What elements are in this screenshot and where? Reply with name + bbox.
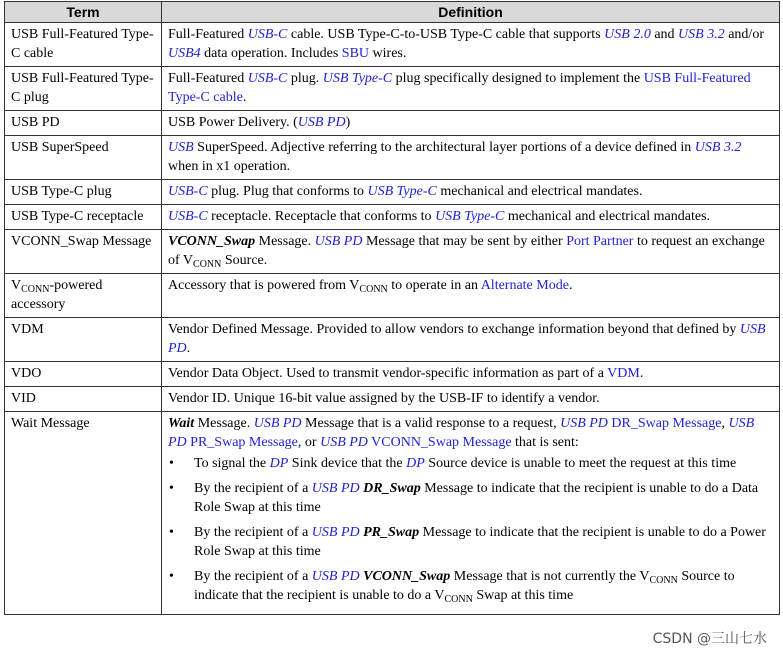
text-run: when in x1 operation. bbox=[168, 159, 291, 174]
cross-reference-link[interactable]: VCONN_Swap Message bbox=[367, 435, 512, 450]
term-cell: USB PD bbox=[5, 111, 162, 136]
cross-reference-link[interactable]: USB 3.2 bbox=[678, 27, 725, 42]
text-run: Source. bbox=[221, 253, 268, 268]
text-run: , or bbox=[297, 435, 321, 450]
text-run: . bbox=[242, 90, 247, 105]
cross-reference-link[interactable]: Port Partner bbox=[566, 234, 634, 249]
text-run: Swap at this time bbox=[472, 588, 574, 603]
cross-reference-link[interactable]: USB-C bbox=[247, 27, 288, 42]
list-item bbox=[168, 479, 773, 517]
cross-reference-link[interactable]: USB Type-C bbox=[435, 209, 505, 224]
text-run: By the recipient of a bbox=[194, 569, 312, 584]
text-run: wires. bbox=[369, 46, 407, 61]
cross-reference-link[interactable]: DP bbox=[269, 456, 289, 471]
cross-reference-link[interactable]: USB PD bbox=[311, 525, 360, 540]
definition-cell bbox=[162, 274, 780, 318]
cross-reference-link[interactable]: USB-C bbox=[168, 184, 208, 199]
text-run: PR_Swap bbox=[363, 525, 420, 540]
definition-cell bbox=[162, 205, 780, 230]
text-run: Full-Featured bbox=[168, 27, 248, 42]
text-run: . bbox=[639, 366, 644, 381]
glossary-body bbox=[5, 23, 780, 615]
bullet-icon: • bbox=[169, 481, 174, 496]
text-run: Vendor ID. Unique 16-bit value assigned by the USB-IF to identify a vendor. bbox=[168, 391, 600, 406]
text-run: . bbox=[186, 341, 191, 356]
text-run: Message. bbox=[255, 234, 315, 249]
cross-reference-link[interactable]: USB 2.0 bbox=[604, 27, 651, 42]
list-item bbox=[168, 567, 773, 605]
text-run: mechanical and electrical mandates. bbox=[504, 209, 711, 224]
table-row bbox=[5, 274, 780, 318]
term-cell: USB Type-C plug bbox=[5, 180, 162, 205]
table-row bbox=[5, 387, 780, 412]
text-run: SuperSpeed. Adjective referring to the architectural layer portions of a device defined in bbox=[193, 140, 695, 155]
cross-reference-link[interactable]: USB Full-Featured Type-C cable bbox=[168, 71, 751, 105]
cross-reference-link[interactable]: USB Type-C bbox=[322, 71, 393, 86]
text-run: plug. Plug that conforms to bbox=[207, 184, 368, 199]
text-run: DR_Swap bbox=[363, 481, 421, 496]
table-row bbox=[5, 412, 780, 615]
subscript-text: CONN bbox=[359, 284, 388, 295]
cross-reference-link[interactable]: USB PD bbox=[560, 416, 608, 431]
bullet-icon: • bbox=[169, 456, 174, 471]
cross-reference-link[interactable]: PR_Swap Message bbox=[186, 435, 298, 450]
definition-cell bbox=[162, 387, 780, 412]
cross-reference-link[interactable]: USB PD bbox=[168, 322, 766, 356]
watermark: CSDN @三山七水 bbox=[653, 628, 767, 648]
definition-cell bbox=[162, 136, 780, 180]
cross-reference-link[interactable]: USB PD bbox=[311, 569, 360, 584]
text-run: Message. bbox=[194, 416, 254, 431]
text-run: to operate in an bbox=[387, 278, 481, 293]
table-row bbox=[5, 318, 780, 362]
cross-reference-link[interactable]: USB PD bbox=[320, 435, 368, 450]
text-run: plug specifically designed to implement the bbox=[392, 71, 644, 86]
subscript-text: CONN bbox=[21, 284, 50, 295]
cross-reference-link[interactable]: USB PD bbox=[253, 416, 302, 431]
cross-reference-link[interactable]: USB PD bbox=[297, 115, 346, 130]
cross-reference-link[interactable]: DP bbox=[406, 456, 425, 471]
subscript-text: CONN bbox=[649, 575, 678, 586]
text-run: cable. USB Type-C-to-USB Type-C cable that supports bbox=[287, 27, 605, 42]
table-row bbox=[5, 111, 780, 136]
text-run: Message that is a valid response to a request, bbox=[301, 416, 561, 431]
definition-cell bbox=[162, 111, 780, 136]
text-run: and/or bbox=[724, 27, 764, 42]
term-cell: USB Full-Featured Type-C plug bbox=[5, 67, 162, 111]
text-run: Accessory that is powered from V bbox=[168, 278, 360, 293]
text-run: Full-Featured bbox=[168, 71, 248, 86]
bullet-icon: • bbox=[169, 569, 174, 584]
definition-cell bbox=[162, 67, 780, 111]
table-row bbox=[5, 23, 780, 67]
table-row bbox=[5, 67, 780, 111]
text-run: VCONN_Swap bbox=[168, 234, 256, 249]
text-run: By the recipient of a bbox=[194, 481, 312, 496]
text-run: By the recipient of a bbox=[194, 525, 312, 540]
text-run: USB Power Delivery. ( bbox=[168, 115, 298, 130]
text-run: Message to indicate that the recipient is unable to do a Power Role Swap at this time bbox=[194, 525, 766, 559]
term-cell: VDO bbox=[5, 362, 162, 387]
table-row bbox=[5, 230, 780, 274]
text-run: that is sent: bbox=[511, 435, 579, 450]
cross-reference-link[interactable]: USB PD bbox=[168, 416, 755, 450]
cross-reference-link[interactable]: USB-C bbox=[168, 209, 208, 224]
definition-cell bbox=[162, 318, 780, 362]
glossary-table bbox=[4, 1, 780, 615]
text-run: mechanical and electrical mandates. bbox=[436, 184, 643, 199]
term-cell: USB SuperSpeed bbox=[5, 136, 162, 180]
cross-reference-link[interactable]: USB Type-C bbox=[367, 184, 437, 199]
text-run: -powered accessory bbox=[11, 278, 103, 312]
text-run: and bbox=[650, 27, 679, 42]
table-row bbox=[5, 205, 780, 230]
text-run: Vendor Data Object. Used to transmit vendor-specific information as part of a bbox=[168, 366, 608, 381]
definition-cell bbox=[162, 180, 780, 205]
term-cell: Wait Message bbox=[5, 412, 162, 615]
text-run: Vendor Defined Message. Provided to allow vendors to exchange information beyond that defined by bbox=[168, 322, 740, 337]
cross-reference-link[interactable]: USB bbox=[168, 140, 194, 155]
table-row bbox=[5, 180, 780, 205]
cross-reference-link[interactable]: SBU bbox=[341, 46, 370, 61]
text-run: Source device is unable to meet the request at this time bbox=[424, 456, 737, 471]
text-run: Message that is not currently the V bbox=[450, 569, 650, 584]
term-cell: VDM bbox=[5, 318, 162, 362]
bullet-list bbox=[168, 454, 773, 605]
definition-cell bbox=[162, 230, 780, 274]
table-row bbox=[5, 362, 780, 387]
text-run: to request an exchange of V bbox=[168, 234, 765, 268]
definition-cell bbox=[162, 23, 780, 67]
text-run: data operation. Includes bbox=[200, 46, 342, 61]
text-run: , bbox=[721, 416, 729, 431]
term-cell: VCONN_Swap Message bbox=[5, 230, 162, 274]
term-cell bbox=[5, 274, 162, 318]
list-item bbox=[168, 523, 773, 561]
text-run: receptacle. Receptacle that conforms to bbox=[207, 209, 436, 224]
text-run: Source to indicate that the recipient is unable to do a V bbox=[194, 569, 735, 603]
text-run: Wait bbox=[168, 416, 195, 431]
text-run: V bbox=[11, 278, 22, 293]
text-run: Sink device that the bbox=[288, 456, 407, 471]
term-cell: USB Type-C receptacle bbox=[5, 205, 162, 230]
text-run: VCONN_Swap bbox=[363, 569, 451, 584]
term-column-header: Term bbox=[5, 2, 162, 23]
bullet-icon: • bbox=[169, 525, 174, 540]
definition-column-header: Definition bbox=[162, 2, 780, 23]
cross-reference-link[interactable]: USB PD bbox=[314, 234, 363, 249]
header-row bbox=[5, 2, 780, 23]
cross-reference-link[interactable]: USB 3.2 bbox=[694, 140, 742, 155]
definition-cell bbox=[162, 412, 780, 615]
term-cell: VID bbox=[5, 387, 162, 412]
text-run: Message to indicate that the recipient is unable to do a Data Role Swap at this time bbox=[194, 481, 759, 515]
cross-reference-link[interactable]: USB-C bbox=[247, 71, 288, 86]
subscript-text: CONN bbox=[444, 594, 473, 605]
cross-reference-link[interactable]: DR_Swap Message bbox=[607, 416, 722, 431]
subscript-text: CONN bbox=[193, 259, 222, 270]
text-run: Message that may be sent by either bbox=[362, 234, 567, 249]
table-row bbox=[5, 136, 780, 180]
text-run: ) bbox=[345, 115, 351, 130]
list-item bbox=[168, 454, 773, 473]
text-run: plug. bbox=[287, 71, 323, 86]
definition-cell bbox=[162, 362, 780, 387]
cross-reference-link[interactable]: USB4 bbox=[168, 46, 201, 61]
cross-reference-link[interactable]: USB PD bbox=[311, 481, 360, 496]
term-cell: USB Full-Featured Type-C cable bbox=[5, 23, 162, 67]
text-run: To signal the bbox=[194, 456, 270, 471]
cross-reference-link[interactable]: VDM bbox=[607, 366, 640, 381]
text-run: . bbox=[568, 278, 573, 293]
cross-reference-link[interactable]: Alternate Mode bbox=[480, 278, 569, 293]
